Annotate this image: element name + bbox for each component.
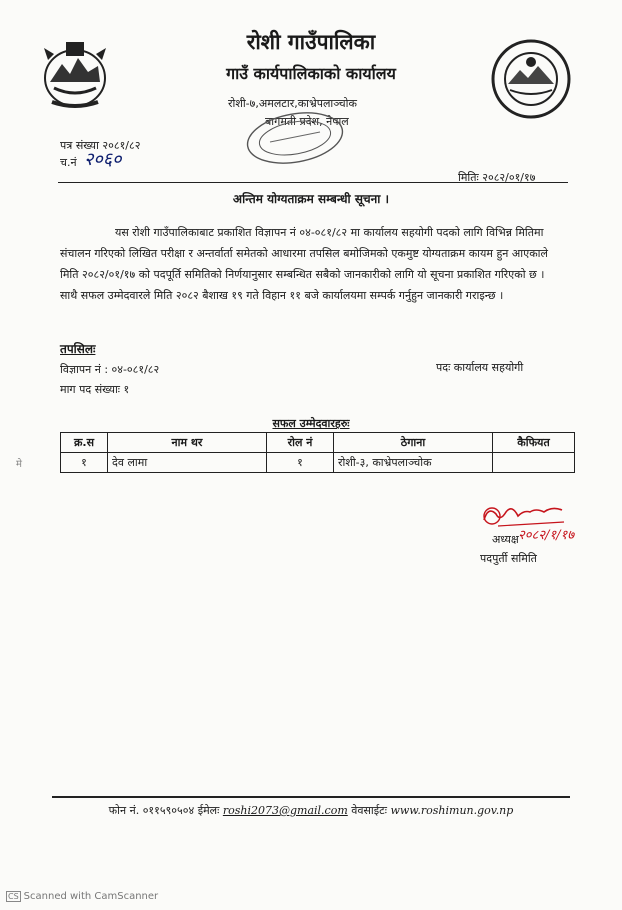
notice-date: मितिः २०८२/०१/१७ bbox=[458, 171, 536, 184]
address-line-2: बागमती प्रदेश, नेपाल bbox=[265, 115, 349, 128]
footer-email-link[interactable]: roshi2073@gmail.com bbox=[222, 804, 348, 817]
camscanner-text: Scanned with CamScanner bbox=[23, 891, 159, 902]
table-header-row bbox=[61, 433, 575, 453]
signature-date: २०८२/१/१७ bbox=[518, 528, 575, 543]
post-name: पदः कार्यालय सहयोगी bbox=[436, 361, 524, 374]
footer-website-link[interactable]: www.roshimun.gov.np bbox=[390, 804, 514, 817]
side-mark: मे bbox=[16, 459, 22, 470]
municipality-title: रोशी गाउँपालिका bbox=[246, 29, 376, 54]
candidates-table bbox=[60, 432, 575, 473]
office-subtitle: गाउँ कार्यपालिकाको कार्यालय bbox=[226, 64, 396, 83]
table-cell bbox=[493, 453, 575, 473]
camscanner-watermark bbox=[6, 891, 158, 902]
chairperson-title: अध्यक्ष bbox=[492, 533, 519, 546]
camscanner-logo-icon: CS bbox=[8, 892, 19, 901]
vigyapan-number: विज्ञापन नं : ०४-०८१/८२ bbox=[60, 363, 160, 376]
table-cell: देव लामा bbox=[108, 453, 267, 473]
table-cell: रोशी-३, काभ्रेपलाञ्चोक bbox=[334, 453, 493, 473]
footer-web-label: वेवसाईटः bbox=[351, 804, 387, 817]
footer-divider bbox=[52, 796, 570, 798]
patra-sankhya: पत्र संख्या २०८१/८२ bbox=[60, 139, 141, 152]
notice-title: अन्तिम योग्यताक्रम सम्बन्धी सूचना । bbox=[232, 192, 390, 206]
chalani-label: च.नं bbox=[60, 156, 77, 169]
table-cell: १ bbox=[267, 453, 334, 473]
candidates-heading: सफल उम्मेदवारहरुः bbox=[272, 417, 350, 430]
notice-body: यस रोशी गाउँपालिकाबाट प्रकाशित विज्ञापन नं ०४-०८१/८२ मा कार्यालय सहयोगी पदको लागि विभिन्न मितिमा संचालन गरिएको लिखित परीक्षा र अन्तर्वार्ता समेतको आधारमा तपसिल बमोजिमको एकमुष्ट योग्यताक्रम कायम हुन आएकाले मिति २०८२/०१/१७ को पदपूर्ति समितिको निर्णयानुसार सम्बन्धित सबैको जानकारीको लागि यो सूचना प्रकाशित गरिएको छ । साथै सफल उम्मेदवारले मिति २०८२ बैशाख १९ गते विहान ११ बजे कार्यालयमा सम्पर्क गर्नुहुन जानकारी गराइन्छ । bbox=[60, 226, 548, 302]
address-line-1: रोशी-७,अमलटार,काभ्रेपलाञ्चोक bbox=[228, 97, 357, 110]
footer-email-label: ईमेलः bbox=[197, 804, 220, 817]
column-header: कैफियत bbox=[493, 433, 575, 453]
office-stamp-icon bbox=[240, 108, 350, 168]
table-cell: १ bbox=[61, 453, 108, 473]
committee-name: पदपुर्ती समिति bbox=[480, 552, 537, 565]
footer bbox=[0, 803, 622, 818]
column-header: ठेगाना bbox=[334, 433, 493, 453]
column-header: रोल नं bbox=[267, 433, 334, 453]
chalani-number: २०६० bbox=[84, 149, 122, 170]
footer-phone: फोन नं. ०११५९०५०४ bbox=[108, 804, 195, 817]
column-header: नाम थर bbox=[108, 433, 267, 453]
details-heading: तपसिलः bbox=[60, 342, 96, 356]
table-row bbox=[61, 453, 575, 473]
post-count: माग पद संख्याः १ bbox=[60, 383, 130, 396]
column-header: क्र.स bbox=[61, 433, 108, 453]
header-divider bbox=[58, 182, 568, 183]
